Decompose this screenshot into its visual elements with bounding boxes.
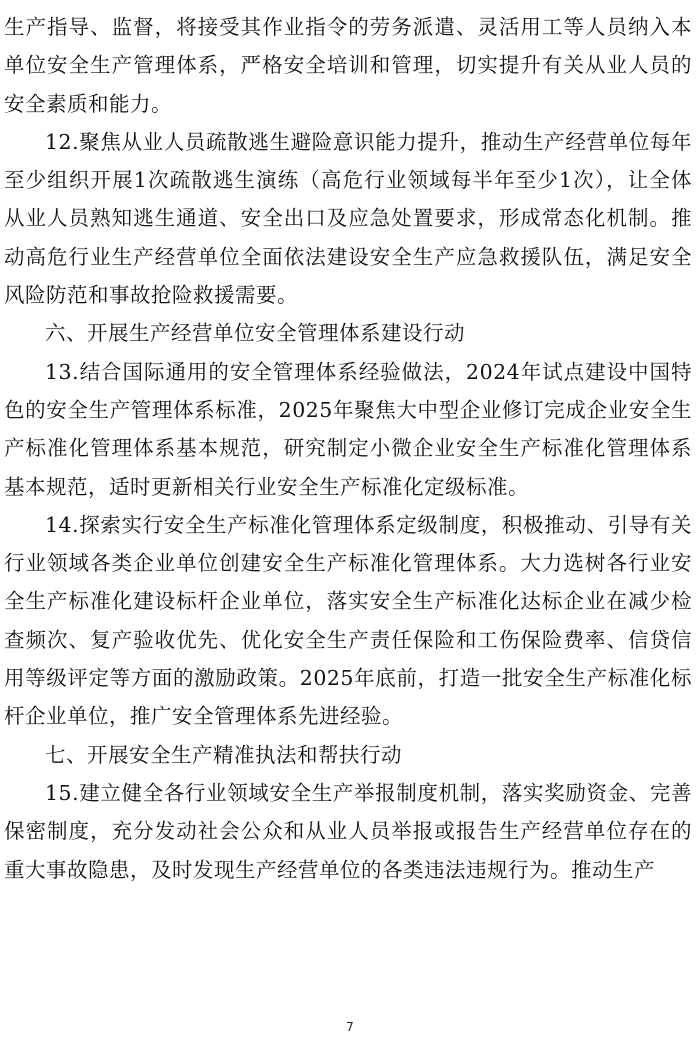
document-body <box>4 8 692 889</box>
page-number: 7 <box>346 1020 354 1034</box>
section-heading-6: 六、开展生产经营单位安全管理体系建设行动 <box>45 321 465 346</box>
paragraph-continuation: 生产指导、监督，将接受其作业指令的劳务派遣、灵活用工等人员纳入本单位安全生产管理体系，严格安全培训和管理，切实提升有关从业人员的安全素质和能力。 <box>4 15 692 116</box>
paragraph-item-14: 14.探索实行安全生产标准化管理体系定级制度，积极推动、引导有关行业领域各类企业单位创建安全生产标准化管理体系。大力选树各行业安全生产标准化建设标杆企业单位，落实安全生产标准化达标企业在减少检查频次、复产验收优先、优化安全生产责任保险和工伤保险费率、信贷信用等级评定等方面的激励政策。2025年底前，打造一批安全生产标准化标杆企业单位，推广安全管理体系先进经验。 <box>4 512 692 729</box>
section-heading-7: 七、开展安全生产精准执法和帮扶行动 <box>45 742 402 767</box>
paragraph-item-13: 13.结合国际通用的安全管理体系经验做法，2024年试点建设中国特色的安全生产管理体系标准，2025年聚焦大中型企业修订完成企业安全生产标准化管理体系基本规范，研究制定小微企业安全生产标准化管理体系基本规范，适时更新相关行业安全生产标准化定级标准。 <box>4 359 692 499</box>
paragraph-item-12: 12.聚焦从业人员疏散逃生避险意识能力提升，推动生产经营单位每年至少组织开展1次疏散逃生演练（高危行业领域每半年至少1次），让全体从业人员熟知逃生通道、安全出口及应急处置要求，形成常态化机制。推动高危行业生产经营单位全面依法建设安全生产应急救援队伍，满足安全风险防范和事故抢险救援需要。 <box>4 129 692 308</box>
paragraph-item-15: 15.建立健全各行业领域安全生产举报制度机制，落实奖励资金、完善保密制度，充分发动社会公众和从业人员举报或报告生产经营单位存在的重大事故隐患，及时发现生产经营单位的各类违法违规行为。推动生产 <box>4 780 692 882</box>
